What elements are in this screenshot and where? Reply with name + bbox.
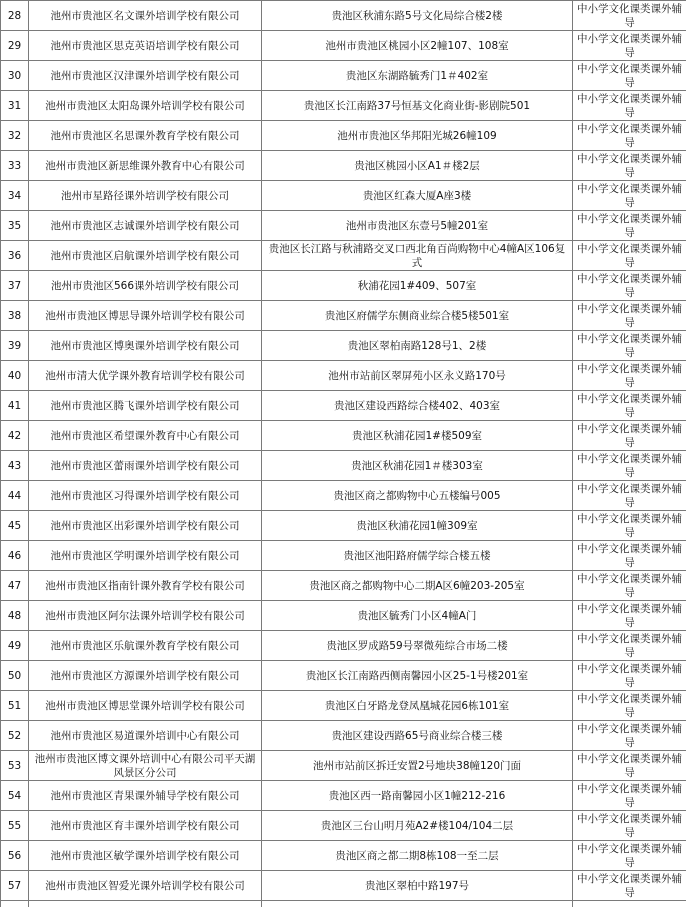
training-category: 中小学文化课类课外辅导 [573, 721, 686, 751]
school-address: 贵池区白牙路龙登凤凰城花园6栋101室 [262, 691, 573, 721]
school-address: 贵池区翠柏南路128号1、2楼 [262, 331, 573, 361]
table-row [1, 271, 686, 301]
training-category: 中小学文化课类课外辅导 [573, 661, 686, 691]
table-row [1, 571, 686, 601]
school-address: 贵池区秋浦花园1幢309室 [262, 511, 573, 541]
training-category: 中小学文化课类课外辅导 [573, 811, 686, 841]
school-name: 池州市贵池区智爱光课外培训学校有限公司 [29, 871, 262, 901]
school-name: 池州市贵池区名文课外培训学校有限公司 [29, 1, 262, 31]
table-row [1, 391, 686, 421]
table-row [1, 91, 686, 121]
training-category: 中小学文化课类课外辅导 [573, 511, 686, 541]
row-number: 44 [1, 481, 29, 511]
training-category: 中小学文化课类课外辅导 [573, 151, 686, 181]
row-number: 35 [1, 211, 29, 241]
school-name: 池州市贵池区乐航课外教育学校有限公司 [29, 631, 262, 661]
school-name: 池州市贵池区太阳岛课外培训学校有限公司 [29, 91, 262, 121]
training-category: 中小学文化课类课外辅导 [573, 1, 686, 31]
school-address: 池州市站前区拆迁安置2号地块38幢120门面 [262, 751, 573, 781]
school-name: 池州市贵池区出彩课外培训学校有限公司 [29, 511, 262, 541]
school-address: 贵池区长江南路西侧南馨园小区25-1号楼201室 [262, 661, 573, 691]
school-name: 池州市贵池区博思导课外培训学校有限公司 [29, 301, 262, 331]
empty-cell [29, 901, 262, 907]
table-row [1, 511, 686, 541]
table-row [1, 181, 686, 211]
training-category: 中小学文化课类课外辅导 [573, 601, 686, 631]
training-category: 中小学文化课类课外辅导 [573, 331, 686, 361]
school-name: 池州市贵池区育丰课外培训学校有限公司 [29, 811, 262, 841]
school-name: 池州市贵池区志诚课外培训学校有限公司 [29, 211, 262, 241]
school-name: 池州市贵池区博思堂课外培训学校有限公司 [29, 691, 262, 721]
empty-cell [1, 901, 29, 907]
training-category: 中小学文化课类课外辅导 [573, 31, 686, 61]
table-row [1, 811, 686, 841]
school-address: 贵池区建设西路综合楼402、403室 [262, 391, 573, 421]
training-category: 中小学文化课类课外辅导 [573, 391, 686, 421]
empty-cell [262, 901, 573, 907]
row-number: 53 [1, 751, 29, 781]
school-address: 贵池区建设西路65号商业综合楼三楼 [262, 721, 573, 751]
row-number: 55 [1, 811, 29, 841]
school-address: 贵池区府儒学东侧商业综合楼5楼501室 [262, 301, 573, 331]
table-row [1, 451, 686, 481]
training-category: 中小学文化课类课外辅导 [573, 541, 686, 571]
school-name: 池州市贵池区易道课外培训中心有限公司 [29, 721, 262, 751]
table-row [1, 421, 686, 451]
school-address: 池州市贵池区华邦阳光城26幢109 [262, 121, 573, 151]
school-name: 池州市贵池区敏学课外培训学校有限公司 [29, 841, 262, 871]
table-row [1, 121, 686, 151]
training-category: 中小学文化课类课外辅导 [573, 481, 686, 511]
training-category: 中小学文化课类课外辅导 [573, 451, 686, 481]
school-address: 贵池区长江南路37号恒基文化商业街-影剧院501 [262, 91, 573, 121]
training-category: 中小学文化课类课外辅导 [573, 421, 686, 451]
school-name: 池州市贵池区博奥课外培训学校有限公司 [29, 331, 262, 361]
table-row [1, 331, 686, 361]
school-name: 池州市贵池区青果课外辅导学校有限公司 [29, 781, 262, 811]
row-number: 43 [1, 451, 29, 481]
school-name: 池州市星路径课外培训学校有限公司 [29, 181, 262, 211]
row-number: 31 [1, 91, 29, 121]
row-number: 28 [1, 1, 29, 31]
training-category: 中小学文化课类课外辅导 [573, 691, 686, 721]
table-row [1, 211, 686, 241]
row-number: 49 [1, 631, 29, 661]
row-number: 40 [1, 361, 29, 391]
training-category: 中小学文化课类课外辅导 [573, 121, 686, 151]
row-number: 46 [1, 541, 29, 571]
school-name: 池州市贵池区阿尔法课外培训学校有限公司 [29, 601, 262, 631]
training-category: 中小学文化课类课外辅导 [573, 781, 686, 811]
table-row [1, 871, 686, 901]
row-number: 36 [1, 241, 29, 271]
school-name: 池州市贵池区汉津课外培训学校有限公司 [29, 61, 262, 91]
school-address: 贵池区商之都购物中心五楼编号005 [262, 481, 573, 511]
table-row [1, 481, 686, 511]
school-address: 贵池区商之都购物中心二期A区6幢203-205室 [262, 571, 573, 601]
row-number: 51 [1, 691, 29, 721]
training-category: 中小学文化课类课外辅导 [573, 61, 686, 91]
school-name: 池州市贵池区新思维课外教育中心有限公司 [29, 151, 262, 181]
school-name: 池州市贵池区腾飞课外培训学校有限公司 [29, 391, 262, 421]
row-number: 56 [1, 841, 29, 871]
table-row [1, 151, 686, 181]
training-category: 中小学文化课类课外辅导 [573, 181, 686, 211]
training-category: 中小学文化课类课外辅导 [573, 301, 686, 331]
school-address: 贵池区秋浦东路5号文化局综合楼2楼 [262, 1, 573, 31]
training-category: 中小学文化课类课外辅导 [573, 91, 686, 121]
row-number: 48 [1, 601, 29, 631]
table-row [1, 721, 686, 751]
table-row [1, 601, 686, 631]
table-row [1, 361, 686, 391]
school-address: 贵池区翠柏中路197号 [262, 871, 573, 901]
school-address: 贵池区东湖路毓秀门1＃402室 [262, 61, 573, 91]
school-address: 池州市贵池区桃园小区2幢107、108室 [262, 31, 573, 61]
school-address: 贵池区商之都二期8栋108一至二层 [262, 841, 573, 871]
table-row [1, 241, 686, 271]
school-name: 池州市贵池区蕾雨课外培训学校有限公司 [29, 451, 262, 481]
school-address: 贵池区罗成路59号翠微苑综合市场二楼 [262, 631, 573, 661]
row-number: 37 [1, 271, 29, 301]
school-name: 池州市贵池区启航课外培训学校有限公司 [29, 241, 262, 271]
row-number: 39 [1, 331, 29, 361]
row-number: 50 [1, 661, 29, 691]
row-number: 47 [1, 571, 29, 601]
school-address: 贵池区红森大厦A座3楼 [262, 181, 573, 211]
school-address: 贵池区西一路南馨园小区1幢212-216 [262, 781, 573, 811]
table-row [1, 31, 686, 61]
training-category: 中小学文化课类课外辅导 [573, 211, 686, 241]
row-number: 54 [1, 781, 29, 811]
row-number: 38 [1, 301, 29, 331]
training-category: 中小学文化课类课外辅导 [573, 361, 686, 391]
school-address: 贵池区池阳路府儒学综合楼五楼 [262, 541, 573, 571]
training-category: 中小学文化课类课外辅导 [573, 571, 686, 601]
training-category: 中小学文化课类课外辅导 [573, 271, 686, 301]
row-number: 34 [1, 181, 29, 211]
school-name: 池州市贵池区学明课外培训学校有限公司 [29, 541, 262, 571]
table-row [1, 691, 686, 721]
table-row [1, 541, 686, 571]
school-address: 池州市站前区翠屏苑小区永义路170号 [262, 361, 573, 391]
row-number: 30 [1, 61, 29, 91]
table-row [1, 1, 686, 31]
school-name: 池州市贵池区566课外培训学校有限公司 [29, 271, 262, 301]
row-number: 57 [1, 871, 29, 901]
table-row [1, 301, 686, 331]
school-name: 池州市贵池区名思课外教育学校有限公司 [29, 121, 262, 151]
school-name: 池州市贵池区博文课外培训中心有限公司平天湖风景区分公司 [29, 751, 262, 781]
row-number: 45 [1, 511, 29, 541]
training-category: 中小学文化课类课外辅导 [573, 241, 686, 271]
table-body [1, 1, 686, 907]
row-number: 32 [1, 121, 29, 151]
school-address: 池州市贵池区东壹号5幢201室 [262, 211, 573, 241]
training-category: 中小学文化课类课外辅导 [573, 631, 686, 661]
school-address: 贵池区三台山明月苑A2#楼104/104二层 [262, 811, 573, 841]
school-name: 池州市贵池区方源课外培训学校有限公司 [29, 661, 262, 691]
school-name: 池州市贵池区思克英语培训学校有限公司 [29, 31, 262, 61]
row-number: 33 [1, 151, 29, 181]
school-name: 池州市贵池区希望课外教育中心有限公司 [29, 421, 262, 451]
table-row-partial [1, 901, 686, 907]
row-number: 29 [1, 31, 29, 61]
school-name: 池州市贵池区习得课外培训学校有限公司 [29, 481, 262, 511]
school-name: 池州市贵池区指南针课外教育学校有限公司 [29, 571, 262, 601]
empty-cell [573, 901, 686, 907]
row-number: 52 [1, 721, 29, 751]
table-row [1, 661, 686, 691]
row-number: 42 [1, 421, 29, 451]
table-row [1, 781, 686, 811]
table-row [1, 751, 686, 781]
training-category: 中小学文化课类课外辅导 [573, 841, 686, 871]
school-address: 贵池区桃园小区A1＃楼2层 [262, 151, 573, 181]
school-name: 池州市清大优学课外教育培训学校有限公司 [29, 361, 262, 391]
school-address: 秋浦花园1#409、507室 [262, 271, 573, 301]
school-address: 贵池区长江路与秋浦路交叉口西北角百尚购物中心4幢A区106复式 [262, 241, 573, 271]
school-address: 贵池区毓秀门小区4幢A门 [262, 601, 573, 631]
row-number: 41 [1, 391, 29, 421]
school-address: 贵池区秋浦花园1#楼509室 [262, 421, 573, 451]
training-category: 中小学文化课类课外辅导 [573, 751, 686, 781]
table-row [1, 631, 686, 661]
table-row [1, 61, 686, 91]
training-category: 中小学文化课类课外辅导 [573, 871, 686, 901]
school-address: 贵池区秋浦花园1＃楼303室 [262, 451, 573, 481]
table-row [1, 841, 686, 871]
